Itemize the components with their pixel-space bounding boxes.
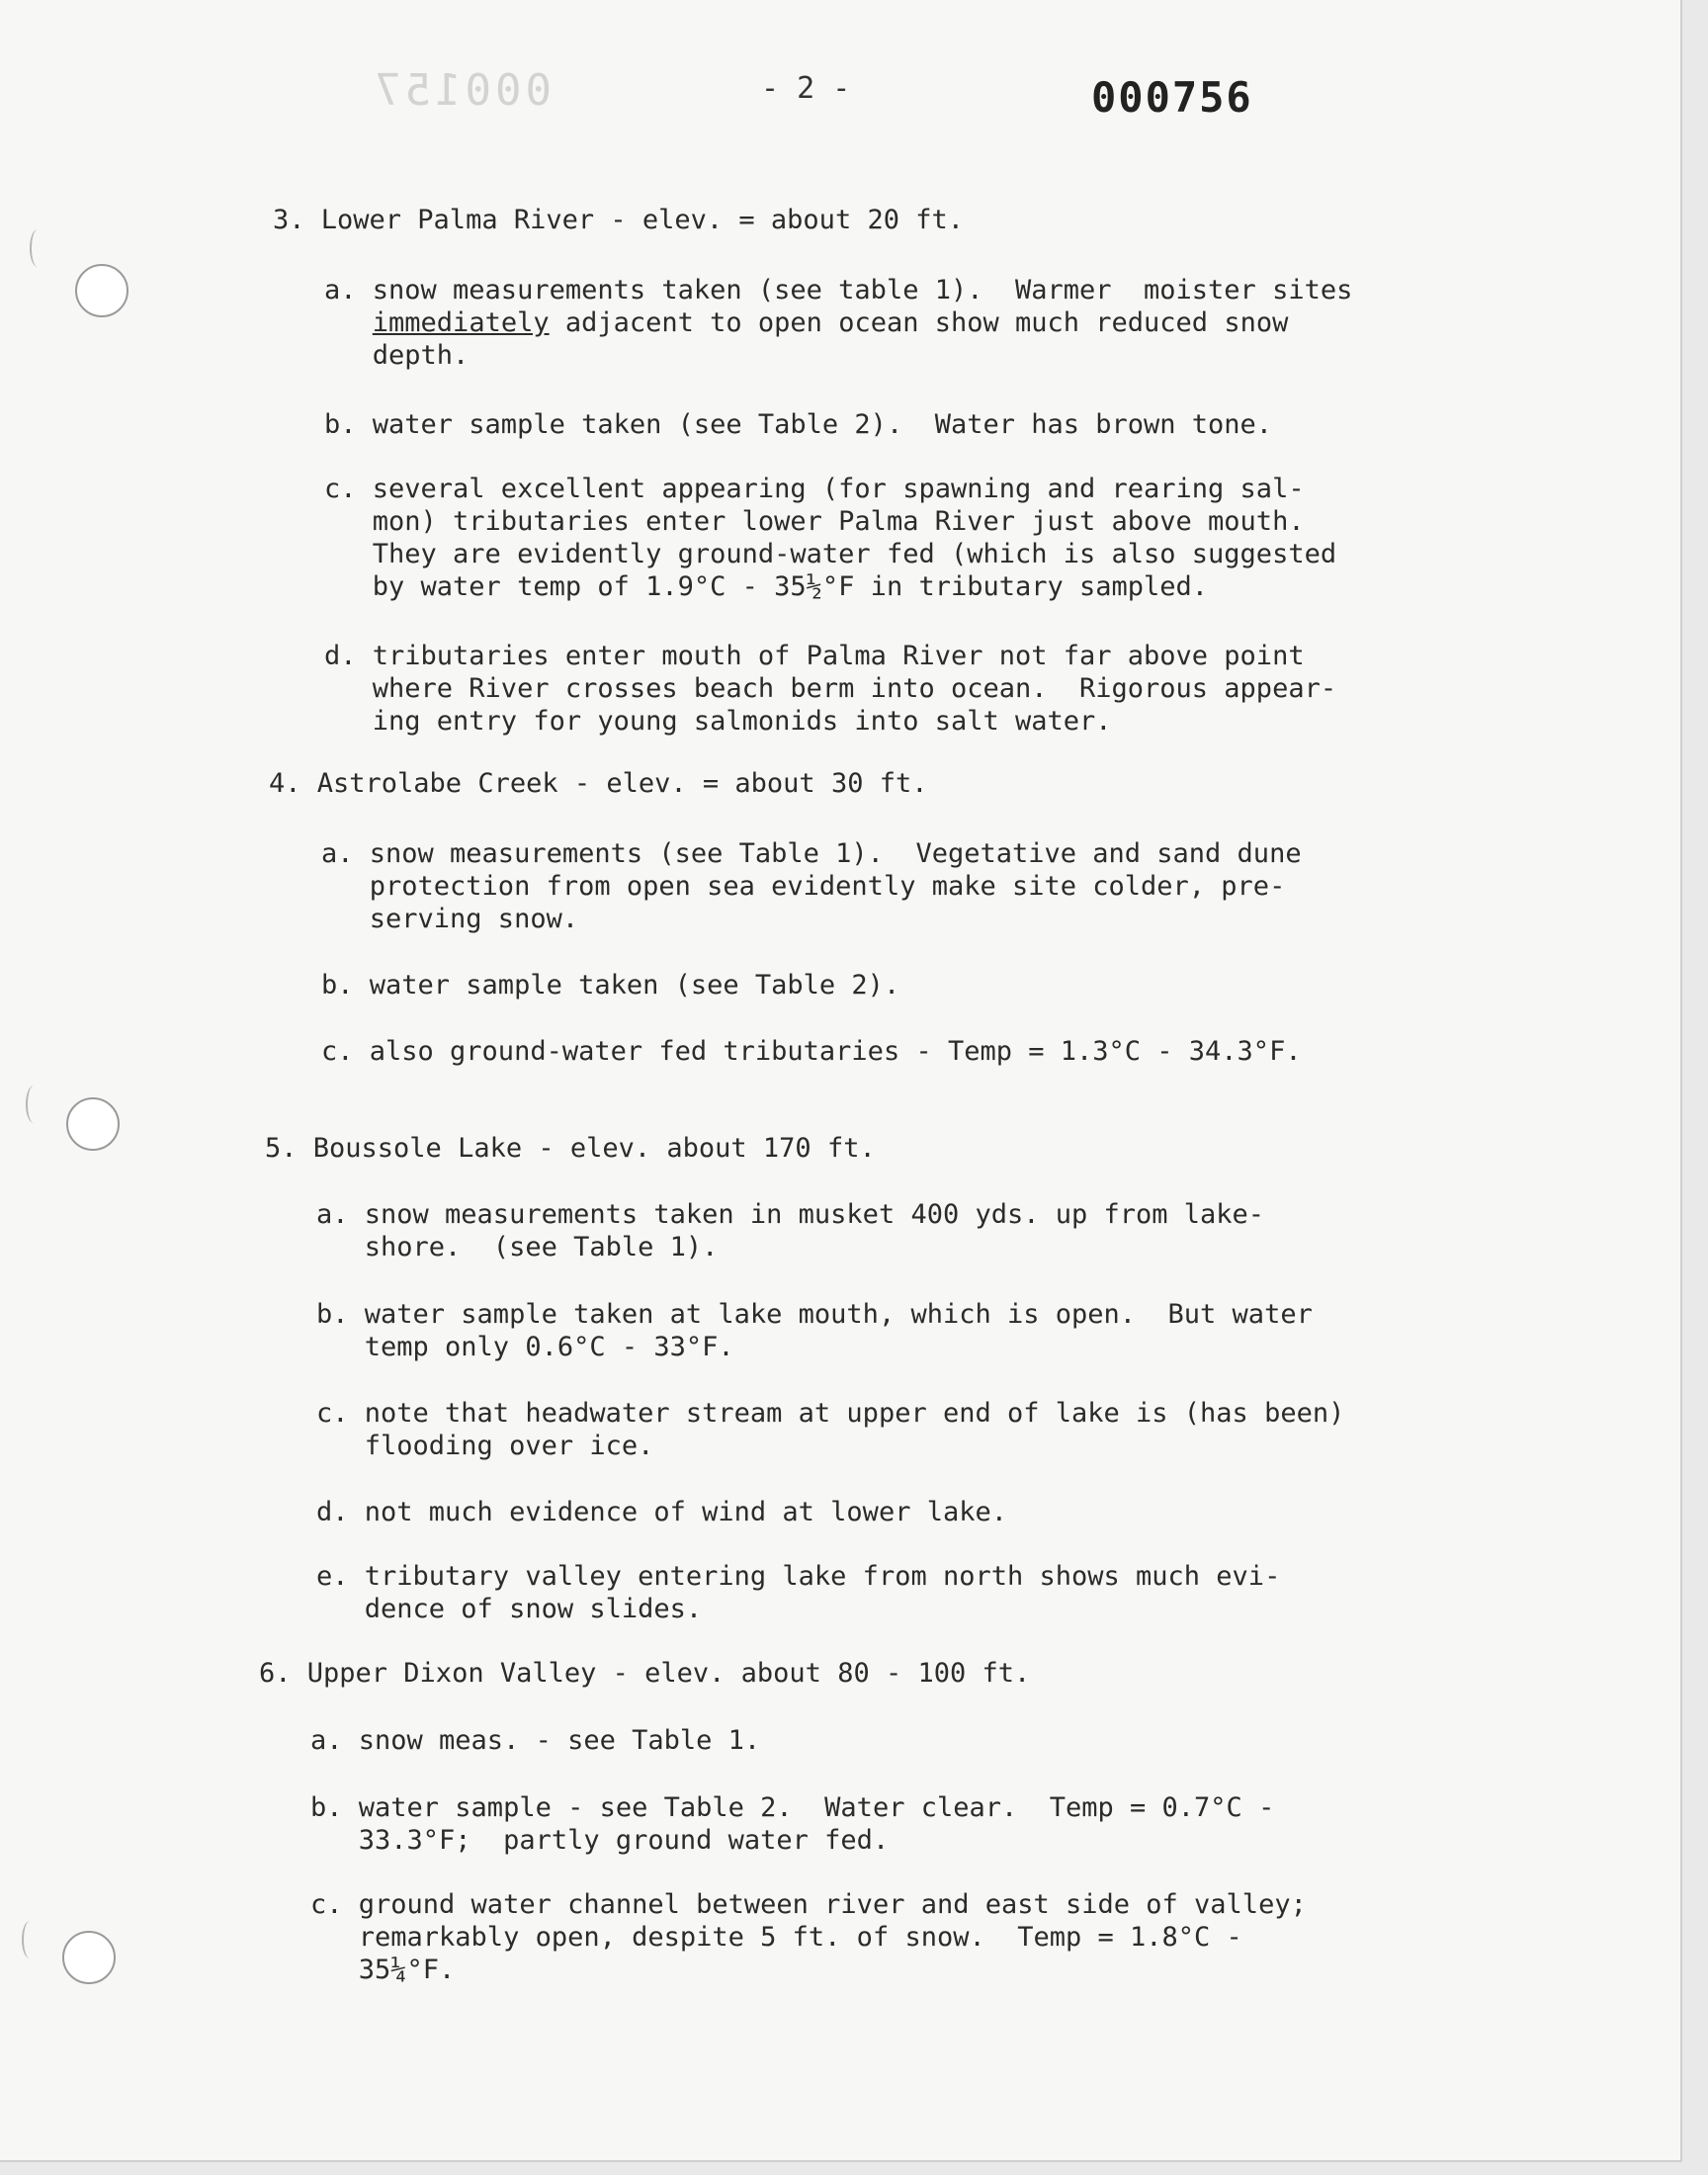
list-item: b. water sample taken at lake mouth, which is open. But water temp only 0.6°C - 33°F. bbox=[316, 1299, 1313, 1362]
ghost-page-number: 000157 bbox=[371, 65, 552, 116]
margin-mark bbox=[26, 1086, 42, 1123]
punch-hole bbox=[62, 1931, 116, 1984]
punch-hole bbox=[66, 1097, 120, 1151]
list-item: a. snow measurements taken in musket 400 yds. up from lake- shore. (see Table 1). bbox=[316, 1199, 1265, 1262]
section-heading: 5. Boussole Lake - elev. about 170 ft. bbox=[265, 1133, 876, 1164]
list-item: c. several excellent appearing (for spawning and rearing sal- mon) tributaries enter lower Palma River just above mouth. They are evidently ground-water fed (which is also suggested by water temp of 1.9°C - 35½°F in tributary sampled. bbox=[324, 474, 1337, 602]
section-heading: 6. Upper Dixon Valley - elev. about 80 - 100 ft. bbox=[259, 1658, 1031, 1689]
page-number: - 2 - bbox=[761, 71, 851, 106]
list-item: a. snow measurements (see Table 1). Vegetative and sand dune protection from open sea evidently make site colder, pre- serving snow. bbox=[321, 838, 1302, 934]
section-heading: 3. Lower Palma River - elev. = about 20 ft. bbox=[273, 205, 964, 235]
list-item: c. also ground-water fed tributaries - Temp = 1.3°C - 34.3°F. bbox=[321, 1036, 1302, 1067]
margin-mark bbox=[30, 229, 45, 267]
list-item: e. tributary valley entering lake from north shows much evi- dence of snow slides. bbox=[316, 1561, 1281, 1624]
punch-hole bbox=[75, 264, 128, 317]
list-item: d. tributaries enter mouth of Palma River not far above point where River crosses beach berm into ocean. Rigorous appear- ing entry for young salmonids into salt water. bbox=[324, 641, 1337, 737]
section-heading: 4. Astrolabe Creek - elev. = about 30 ft. bbox=[269, 768, 928, 799]
list-item: d. not much evidence of wind at lower lake. bbox=[316, 1497, 1007, 1527]
margin-mark bbox=[22, 1921, 38, 1958]
document-id: 000756 bbox=[1091, 73, 1253, 122]
list-item: a. snow measurements taken (see table 1). Warmer moister sites immediately adjacent to open ocean show much reduced snow depth. bbox=[324, 275, 1353, 371]
list-item: b. water sample taken (see Table 2). Water has brown tone. bbox=[324, 409, 1273, 440]
list-item: a. snow meas. - see Table 1. bbox=[310, 1725, 761, 1756]
list-item: b. water sample taken (see Table 2). bbox=[321, 970, 900, 1000]
list-item: c. note that headwater stream at upper end of lake is (has been) flooding over ice. bbox=[316, 1398, 1345, 1461]
list-item: b. water sample - see Table 2. Water clear. Temp = 0.7°C - 33.3°F; partly ground water fed. bbox=[310, 1792, 1275, 1856]
list-item: c. ground water channel between river and east side of valley; remarkably open, despite 5 ft. of snow. Temp = 1.8°C - 35¼°F. bbox=[310, 1889, 1307, 1985]
